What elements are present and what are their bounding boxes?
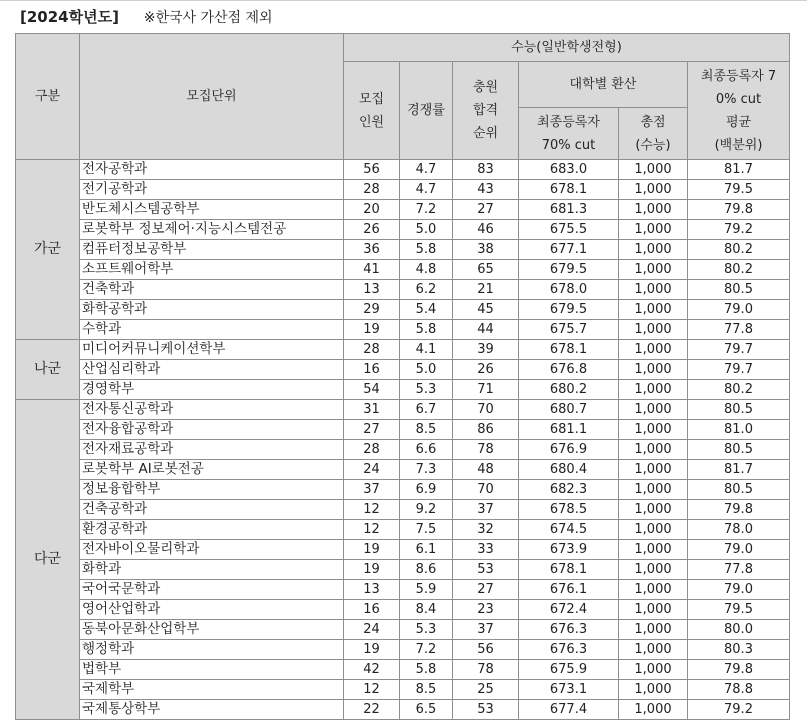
total-cell: 1,000	[619, 500, 688, 520]
quota-cell: 28	[344, 440, 400, 460]
table-row	[16, 320, 790, 340]
header-suneung-group: 수능(일반학생전형)	[344, 34, 790, 62]
quota-cell: 28	[344, 340, 400, 360]
header-competition: 경쟁률	[400, 62, 453, 160]
pct-cell: 79.8	[688, 500, 790, 520]
header-quota-line1: 모집	[358, 91, 385, 107]
cut70-cell: 677.1	[519, 240, 619, 260]
quota-cell: 41	[344, 260, 400, 280]
page-heading	[20, 5, 273, 29]
header-pct-line1: 최종등록자 7	[700, 68, 777, 84]
table-row	[16, 560, 790, 580]
pct-cell: 80.5	[688, 480, 790, 500]
quota-cell: 22	[344, 700, 400, 720]
table-row	[16, 700, 790, 720]
unit-cell: 전자재료공학과	[80, 440, 344, 460]
total-cell: 1,000	[619, 200, 688, 220]
total-cell: 1,000	[619, 280, 688, 300]
cut70-cell: 673.1	[519, 680, 619, 700]
cut70-cell: 681.3	[519, 200, 619, 220]
competition-cell: 5.8	[400, 660, 453, 680]
header-unit: 모집단위	[80, 34, 344, 160]
table-row	[16, 300, 790, 320]
waitlist-cell: 37	[453, 620, 519, 640]
quota-cell: 12	[344, 500, 400, 520]
table-row	[16, 480, 790, 500]
unit-cell: 동북아문화산업학부	[80, 620, 344, 640]
table-row	[16, 380, 790, 400]
unit-cell: 건축공학과	[80, 500, 344, 520]
pct-cell: 79.2	[688, 220, 790, 240]
pct-cell: 79.0	[688, 540, 790, 560]
table-row	[16, 200, 790, 220]
table-row	[16, 400, 790, 420]
table-row	[16, 600, 790, 620]
cut70-cell: 678.0	[519, 280, 619, 300]
pct-cell: 80.2	[688, 380, 790, 400]
quota-cell: 31	[344, 400, 400, 420]
cut70-cell: 682.3	[519, 480, 619, 500]
cut70-cell: 680.7	[519, 400, 619, 420]
competition-cell: 4.1	[400, 340, 453, 360]
cut70-cell: 680.2	[519, 380, 619, 400]
table-row	[16, 360, 790, 380]
pct-cell: 79.7	[688, 360, 790, 380]
header-cut70-line2: 70% cut	[541, 137, 596, 153]
competition-cell: 5.3	[400, 620, 453, 640]
table-row	[16, 280, 790, 300]
cut70-cell: 678.1	[519, 180, 619, 200]
quota-cell: 19	[344, 640, 400, 660]
cut70-cell: 680.4	[519, 460, 619, 480]
cut70-cell: 679.5	[519, 260, 619, 280]
quota-cell: 29	[344, 300, 400, 320]
unit-cell: 전자융합공학과	[80, 420, 344, 440]
pct-cell: 78.0	[688, 520, 790, 540]
pct-cell: 79.7	[688, 340, 790, 360]
header-cut70-line1: 최종등록자	[537, 114, 600, 130]
header-quota-line2: 인원	[358, 114, 385, 130]
quota-cell: 20	[344, 200, 400, 220]
waitlist-cell: 25	[453, 680, 519, 700]
header-total-line2: (수능)	[635, 137, 671, 153]
cut70-cell: 683.0	[519, 160, 619, 180]
table-row	[16, 460, 790, 480]
competition-cell: 8.4	[400, 600, 453, 620]
header-category: 구분	[16, 34, 80, 160]
total-cell: 1,000	[619, 700, 688, 720]
competition-cell: 6.6	[400, 440, 453, 460]
top-divider	[0, 0, 807, 1]
cut70-cell: 676.3	[519, 640, 619, 660]
quota-cell: 56	[344, 160, 400, 180]
cut70-cell: 675.5	[519, 220, 619, 240]
competition-cell: 9.2	[400, 500, 453, 520]
quota-cell: 42	[344, 660, 400, 680]
quota-cell: 12	[344, 680, 400, 700]
unit-cell: 정보융합학부	[80, 480, 344, 500]
cut70-cell: 678.5	[519, 500, 619, 520]
competition-cell: 6.9	[400, 480, 453, 500]
pct-cell: 79.2	[688, 700, 790, 720]
group-label: 나군	[16, 340, 80, 400]
table-row	[16, 220, 790, 240]
competition-cell: 8.6	[400, 560, 453, 580]
cut70-cell: 674.5	[519, 520, 619, 540]
table-row	[16, 620, 790, 640]
waitlist-cell: 46	[453, 220, 519, 240]
cut70-cell: 675.7	[519, 320, 619, 340]
competition-cell: 5.0	[400, 220, 453, 240]
unit-cell: 미디어커뮤니케이션학부	[80, 340, 344, 360]
total-cell: 1,000	[619, 240, 688, 260]
pct-cell: 80.5	[688, 400, 790, 420]
waitlist-cell: 48	[453, 460, 519, 480]
unit-cell: 환경공학과	[80, 520, 344, 540]
cut70-cell: 672.4	[519, 600, 619, 620]
table-header	[16, 34, 790, 160]
waitlist-cell: 33	[453, 540, 519, 560]
total-cell: 1,000	[619, 680, 688, 700]
competition-cell: 5.9	[400, 580, 453, 600]
waitlist-cell: 27	[453, 200, 519, 220]
waitlist-cell: 56	[453, 640, 519, 660]
table-row	[16, 540, 790, 560]
total-cell: 1,000	[619, 660, 688, 680]
header-waitlist	[453, 62, 519, 160]
waitlist-cell: 21	[453, 280, 519, 300]
waitlist-cell: 86	[453, 420, 519, 440]
total-cell: 1,000	[619, 440, 688, 460]
unit-cell: 경영학부	[80, 380, 344, 400]
waitlist-cell: 44	[453, 320, 519, 340]
table-row	[16, 240, 790, 260]
quota-cell: 26	[344, 220, 400, 240]
waitlist-cell: 53	[453, 700, 519, 720]
competition-cell: 5.8	[400, 320, 453, 340]
admission-results-table	[15, 33, 790, 720]
header-pct-line2: 0% cut	[715, 91, 762, 107]
competition-cell: 6.5	[400, 700, 453, 720]
competition-cell: 8.5	[400, 680, 453, 700]
competition-cell: 5.3	[400, 380, 453, 400]
cut70-cell: 675.9	[519, 660, 619, 680]
waitlist-cell: 39	[453, 340, 519, 360]
competition-cell: 4.7	[400, 160, 453, 180]
competition-cell: 6.2	[400, 280, 453, 300]
unit-cell: 영어산업학과	[80, 600, 344, 620]
competition-cell: 7.5	[400, 520, 453, 540]
unit-cell: 국어국문학과	[80, 580, 344, 600]
quota-cell: 16	[344, 360, 400, 380]
header-total-line1: 총점	[640, 114, 666, 130]
header-total	[619, 108, 688, 160]
quota-cell: 12	[344, 520, 400, 540]
quota-cell: 19	[344, 320, 400, 340]
waitlist-cell: 32	[453, 520, 519, 540]
waitlist-cell: 26	[453, 360, 519, 380]
table-row	[16, 680, 790, 700]
total-cell: 1,000	[619, 220, 688, 240]
quota-cell: 37	[344, 480, 400, 500]
pct-cell: 81.0	[688, 420, 790, 440]
quota-cell: 24	[344, 460, 400, 480]
unit-cell: 컴퓨터정보공학부	[80, 240, 344, 260]
pct-cell: 79.0	[688, 300, 790, 320]
total-cell: 1,000	[619, 180, 688, 200]
cut70-cell: 679.5	[519, 300, 619, 320]
competition-cell: 7.2	[400, 640, 453, 660]
waitlist-cell: 53	[453, 560, 519, 580]
quota-cell: 24	[344, 620, 400, 640]
cut70-cell: 676.9	[519, 440, 619, 460]
quota-cell: 13	[344, 580, 400, 600]
pct-cell: 79.8	[688, 200, 790, 220]
total-cell: 1,000	[619, 600, 688, 620]
cut70-cell: 676.3	[519, 620, 619, 640]
waitlist-cell: 78	[453, 660, 519, 680]
pct-cell: 79.8	[688, 660, 790, 680]
total-cell: 1,000	[619, 460, 688, 480]
unit-cell: 전자통신공학과	[80, 400, 344, 420]
unit-cell: 국제통상학부	[80, 700, 344, 720]
competition-cell: 5.0	[400, 360, 453, 380]
quota-cell: 19	[344, 560, 400, 580]
total-cell: 1,000	[619, 620, 688, 640]
total-cell: 1,000	[619, 300, 688, 320]
competition-cell: 5.8	[400, 240, 453, 260]
quota-cell: 54	[344, 380, 400, 400]
total-cell: 1,000	[619, 260, 688, 280]
cut70-cell: 676.1	[519, 580, 619, 600]
quota-cell: 16	[344, 600, 400, 620]
pct-cell: 80.2	[688, 260, 790, 280]
table-body	[16, 160, 790, 720]
table-row	[16, 340, 790, 360]
total-cell: 1,000	[619, 360, 688, 380]
table-row	[16, 160, 790, 180]
quota-cell: 19	[344, 540, 400, 560]
total-cell: 1,000	[619, 400, 688, 420]
waitlist-cell: 27	[453, 580, 519, 600]
table-row	[16, 660, 790, 680]
group-label: 다군	[16, 400, 80, 720]
total-cell: 1,000	[619, 560, 688, 580]
header-cut70-percentile	[688, 62, 790, 160]
pct-cell: 79.5	[688, 600, 790, 620]
table-row	[16, 180, 790, 200]
unit-cell: 화학과	[80, 560, 344, 580]
unit-cell: 로봇학부 정보제어·지능시스템전공	[80, 220, 344, 240]
unit-cell: 법학부	[80, 660, 344, 680]
total-cell: 1,000	[619, 380, 688, 400]
total-cell: 1,000	[619, 320, 688, 340]
competition-cell: 5.4	[400, 300, 453, 320]
total-cell: 1,000	[619, 580, 688, 600]
waitlist-cell: 38	[453, 240, 519, 260]
total-cell: 1,000	[619, 420, 688, 440]
pct-cell: 77.8	[688, 320, 790, 340]
cut70-cell: 681.1	[519, 420, 619, 440]
unit-cell: 반도체시스템공학부	[80, 200, 344, 220]
heading-note: ※한국사 가산점 제외	[143, 10, 273, 26]
unit-cell: 산업심리학과	[80, 360, 344, 380]
header-conversion-group: 대학별 환산	[519, 62, 688, 108]
pct-cell: 81.7	[688, 460, 790, 480]
pct-cell: 80.3	[688, 640, 790, 660]
unit-cell: 행정학과	[80, 640, 344, 660]
unit-cell: 국제학부	[80, 680, 344, 700]
competition-cell: 7.3	[400, 460, 453, 480]
total-cell: 1,000	[619, 520, 688, 540]
unit-cell: 소프트웨어학부	[80, 260, 344, 280]
unit-cell: 전자바이오물리학과	[80, 540, 344, 560]
cut70-cell: 678.1	[519, 340, 619, 360]
table-row	[16, 260, 790, 280]
header-waitlist-line1: 충원	[472, 80, 499, 95]
quota-cell: 28	[344, 180, 400, 200]
waitlist-cell: 23	[453, 600, 519, 620]
table-row	[16, 440, 790, 460]
cut70-cell: 677.4	[519, 700, 619, 720]
unit-cell: 전자공학과	[80, 160, 344, 180]
pct-cell: 80.0	[688, 620, 790, 640]
pct-cell: 77.8	[688, 560, 790, 580]
waitlist-cell: 45	[453, 300, 519, 320]
table-row	[16, 580, 790, 600]
pct-cell: 79.0	[688, 580, 790, 600]
waitlist-cell: 70	[453, 480, 519, 500]
pct-cell: 78.8	[688, 680, 790, 700]
competition-cell: 7.2	[400, 200, 453, 220]
competition-cell: 6.1	[400, 540, 453, 560]
competition-cell: 8.5	[400, 420, 453, 440]
table-row	[16, 640, 790, 660]
total-cell: 1,000	[619, 640, 688, 660]
competition-cell: 6.7	[400, 400, 453, 420]
header-waitlist-line3: 순위	[472, 126, 499, 141]
total-cell: 1,000	[619, 340, 688, 360]
table-row	[16, 420, 790, 440]
page-title: [2024학년도]	[20, 8, 119, 26]
header-quota	[344, 62, 400, 160]
unit-cell: 전기공학과	[80, 180, 344, 200]
waitlist-cell: 65	[453, 260, 519, 280]
waitlist-cell: 43	[453, 180, 519, 200]
total-cell: 1,000	[619, 480, 688, 500]
pct-cell: 80.2	[688, 240, 790, 260]
unit-cell: 수학과	[80, 320, 344, 340]
unit-cell: 화학공학과	[80, 300, 344, 320]
quota-cell: 36	[344, 240, 400, 260]
competition-cell: 4.7	[400, 180, 453, 200]
waitlist-cell: 70	[453, 400, 519, 420]
header-cut70	[519, 108, 619, 160]
group-label: 가군	[16, 160, 80, 340]
unit-cell: 건축학과	[80, 280, 344, 300]
competition-cell: 4.8	[400, 260, 453, 280]
cut70-cell: 673.9	[519, 540, 619, 560]
quota-cell: 27	[344, 420, 400, 440]
waitlist-cell: 78	[453, 440, 519, 460]
unit-cell: 로봇학부 AI로봇전공	[80, 460, 344, 480]
pct-cell: 79.5	[688, 180, 790, 200]
cut70-cell: 678.1	[519, 560, 619, 580]
total-cell: 1,000	[619, 540, 688, 560]
table-row	[16, 500, 790, 520]
pct-cell: 80.5	[688, 440, 790, 460]
cut70-cell: 676.8	[519, 360, 619, 380]
quota-cell: 13	[344, 280, 400, 300]
waitlist-cell: 37	[453, 500, 519, 520]
header-pct-line3: 평균	[725, 114, 752, 130]
pct-cell: 80.5	[688, 280, 790, 300]
pct-cell: 81.7	[688, 160, 790, 180]
header-waitlist-line2: 합격	[472, 103, 499, 118]
waitlist-cell: 71	[453, 380, 519, 400]
header-pct-line4: (백분위)	[714, 137, 763, 153]
total-cell: 1,000	[619, 160, 688, 180]
table-row	[16, 520, 790, 540]
waitlist-cell: 83	[453, 160, 519, 180]
